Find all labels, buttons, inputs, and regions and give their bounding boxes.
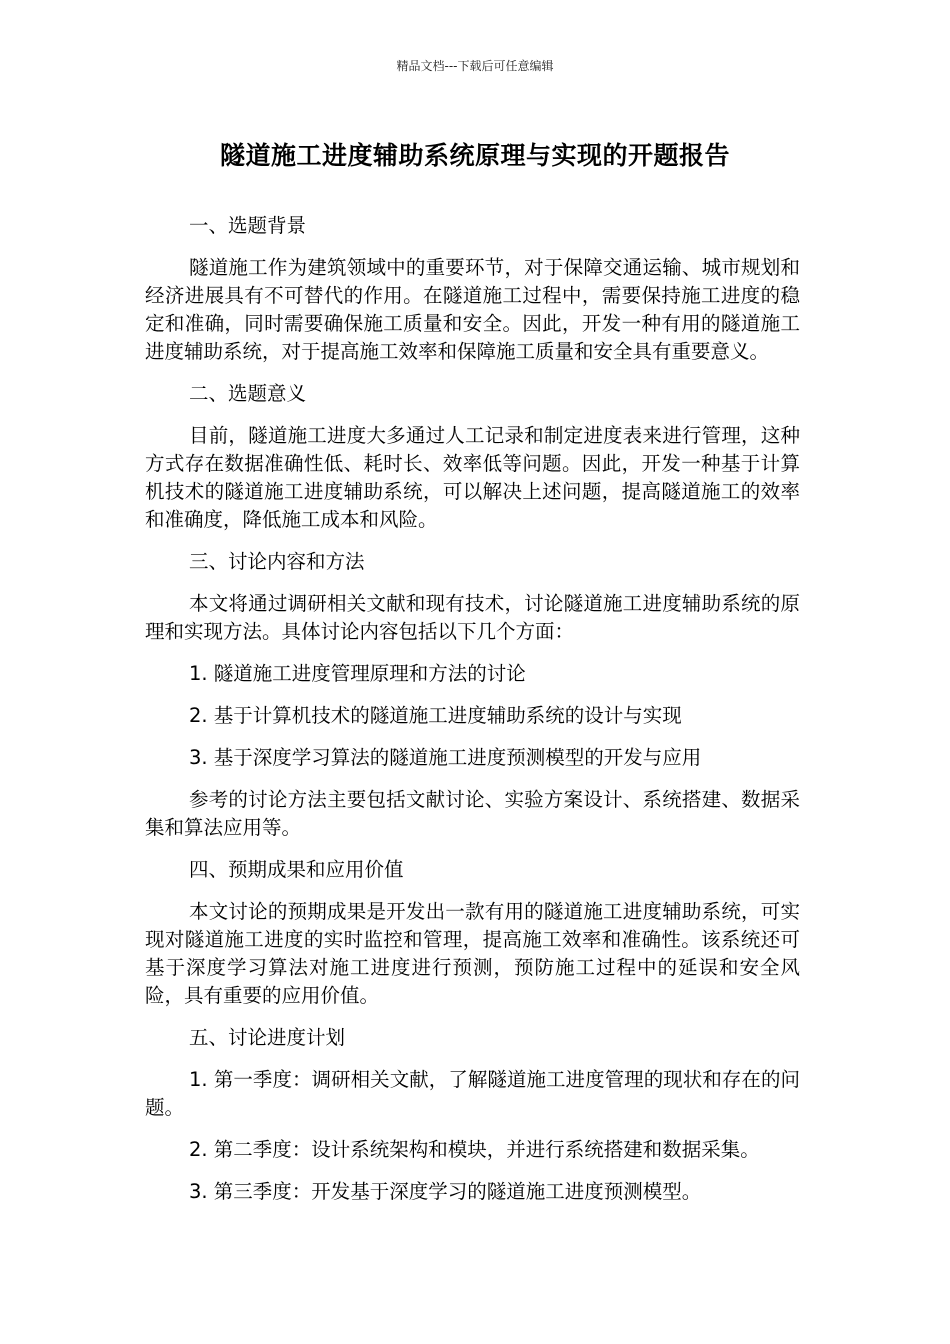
list-item-schedule-2: 2. 第二季度：设计系统架构和模块，并进行系统搭建和数据采集。	[189, 1138, 760, 1161]
document-title: 隧道施工进度辅助系统原理与实现的开题报告	[219, 141, 730, 170]
paragraph-research-methods: 参考的讨论方法主要包括文献讨论、实验方案设计、系统搭建、数据采集和算法应用等。	[145, 788, 800, 839]
document-body	[145, 212, 800, 1220]
list-item-research-2: 2. 基于计算机技术的隧道施工进度辅助系统的设计与实现	[189, 704, 682, 727]
paragraph-expected-results: 本文讨论的预期成果是开发出一款有用的隧道施工进度辅助系统，可实现对隧道施工进度的实时监控和管理，提高施工效率和准确性。该系统还可基于深度学习算法对施工进度进行预测，预防施工过程中的延误和安全风险，具有重要的应用价值。	[145, 900, 800, 1007]
section-heading-expected-results: 四、预期成果和应用价值	[189, 858, 404, 881]
section-heading-background: 一、选题背景	[189, 214, 307, 237]
section-heading-research-content: 三、讨论内容和方法	[189, 550, 365, 573]
header-note: 精品文档---下载后可任意编辑	[396, 59, 554, 73]
section-heading-schedule: 五、讨论进度计划	[189, 1026, 346, 1049]
list-item-schedule-3: 3. 第三季度：开发基于深度学习的隧道施工进度预测模型。	[189, 1180, 702, 1203]
paragraph-research-intro: 本文将通过调研相关文献和现有技术，讨论隧道施工进度辅助系统的原理和实现方法。具体讨论内容包括以下几个方面：	[145, 592, 800, 643]
list-item-research-1: 1. 隧道施工进度管理原理和方法的讨论	[189, 662, 526, 685]
paragraph-background: 隧道施工作为建筑领域中的重要环节，对于保障交通运输、城市规划和经济进展具有不可替代的作用。在隧道施工过程中，需要保持施工进度的稳定和准确，同时需要确保施工质量和安全。因此，开发一种有用的隧道施工进度辅助系统，对于提高施工效率和保障施工质量和安全具有重要意义。	[145, 256, 800, 363]
list-item-schedule-1: 1. 第一季度：调研相关文献，了解隧道施工进度管理的现状和存在的问题。	[145, 1068, 800, 1119]
paragraph-significance: 目前，隧道施工进度大多通过人工记录和制定进度表来进行管理，这种方式存在数据准确性低、耗时长、效率低等问题。因此，开发一种基于计算机技术的隧道施工进度辅助系统，可以解决上述问题，提高隧道施工的效率和准确度，降低施工成本和风险。	[145, 424, 800, 531]
list-item-research-3: 3. 基于深度学习算法的隧道施工进度预测模型的开发与应用	[189, 746, 702, 769]
section-heading-significance: 二、选题意义	[189, 382, 307, 405]
